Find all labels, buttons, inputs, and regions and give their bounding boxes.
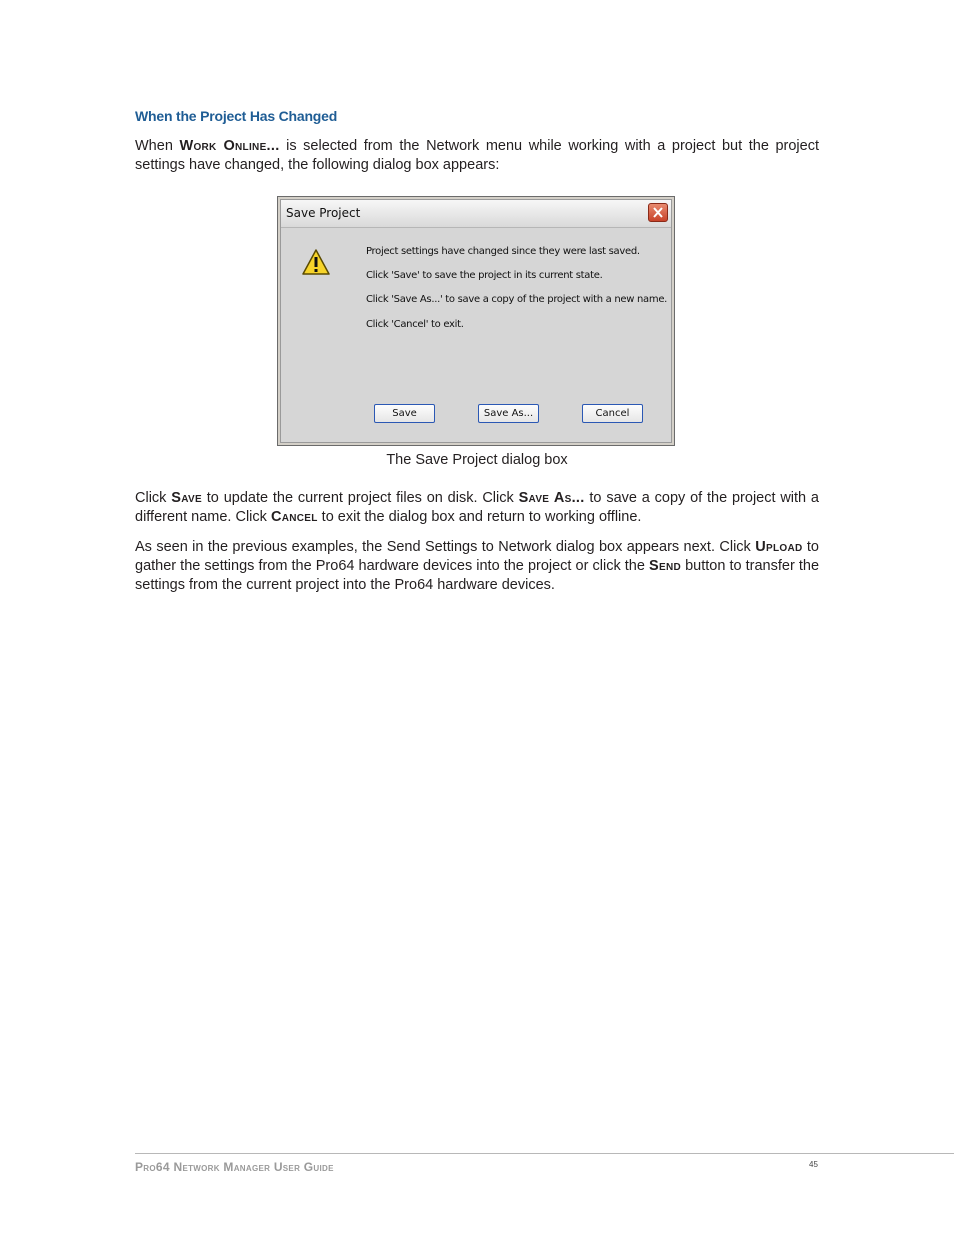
text-span: As seen in the previous examples, the Send Settings to Network dialog box appears next. Click bbox=[135, 539, 756, 555]
footer-title: Pro64 Network Manager User Guide bbox=[135, 1160, 334, 1174]
command-upload: Upload bbox=[755, 539, 803, 555]
warning-icon bbox=[301, 248, 331, 276]
page-number: 45 bbox=[809, 1160, 818, 1169]
command-send: Send bbox=[649, 558, 681, 574]
dialog-title: Save Project bbox=[286, 206, 361, 220]
text-span: to update the current project files on disk. Click bbox=[201, 490, 519, 506]
footer-divider bbox=[135, 1153, 954, 1154]
close-icon bbox=[652, 206, 664, 219]
text-span: to exit the dialog box and return to working offline. bbox=[317, 509, 642, 525]
text-span: Click bbox=[135, 490, 172, 506]
save-button[interactable]: Save bbox=[374, 404, 435, 423]
body-paragraph bbox=[135, 489, 819, 527]
dialog-message: Project settings have changed since they were last saved. bbox=[366, 246, 640, 257]
dialog-titlebar[interactable] bbox=[281, 200, 671, 228]
text-span: to save a copy of the project with a different name. Click bbox=[135, 490, 820, 525]
text-span: button to transfer the settings from the current project into the Pro64 hardware devices. bbox=[135, 558, 820, 593]
command-save-as: Save As... bbox=[518, 490, 585, 506]
dialog-message: Click 'Save As...' to save a copy of the project with a new name. bbox=[366, 294, 668, 305]
dialog-message: Click 'Save' to save the project in its current state. bbox=[366, 270, 603, 281]
dialog-message: Click 'Cancel' to exit. bbox=[366, 319, 464, 330]
command-save: Save bbox=[171, 490, 202, 506]
menu-command: Work Online... bbox=[179, 138, 280, 154]
close-button[interactable] bbox=[648, 203, 668, 222]
save-as-button[interactable]: Save As... bbox=[478, 404, 539, 423]
body-paragraph bbox=[135, 538, 819, 595]
cancel-button[interactable]: Cancel bbox=[582, 404, 643, 423]
save-project-dialog bbox=[277, 196, 675, 446]
section-heading: When the Project Has Changed bbox=[135, 108, 338, 124]
figure-caption: The Save Project dialog box bbox=[386, 452, 568, 468]
dialog-body bbox=[280, 199, 672, 443]
text-span: When bbox=[135, 138, 180, 154]
text-span: to gather the settings from the Pro64 hardware devices into the project or click the bbox=[135, 539, 819, 574]
command-cancel: Cancel bbox=[270, 509, 318, 525]
text-span: is selected from the Network menu while working with a project but the project settings have changed, the following dialog box appears: bbox=[135, 138, 819, 173]
intro-paragraph bbox=[135, 137, 819, 175]
